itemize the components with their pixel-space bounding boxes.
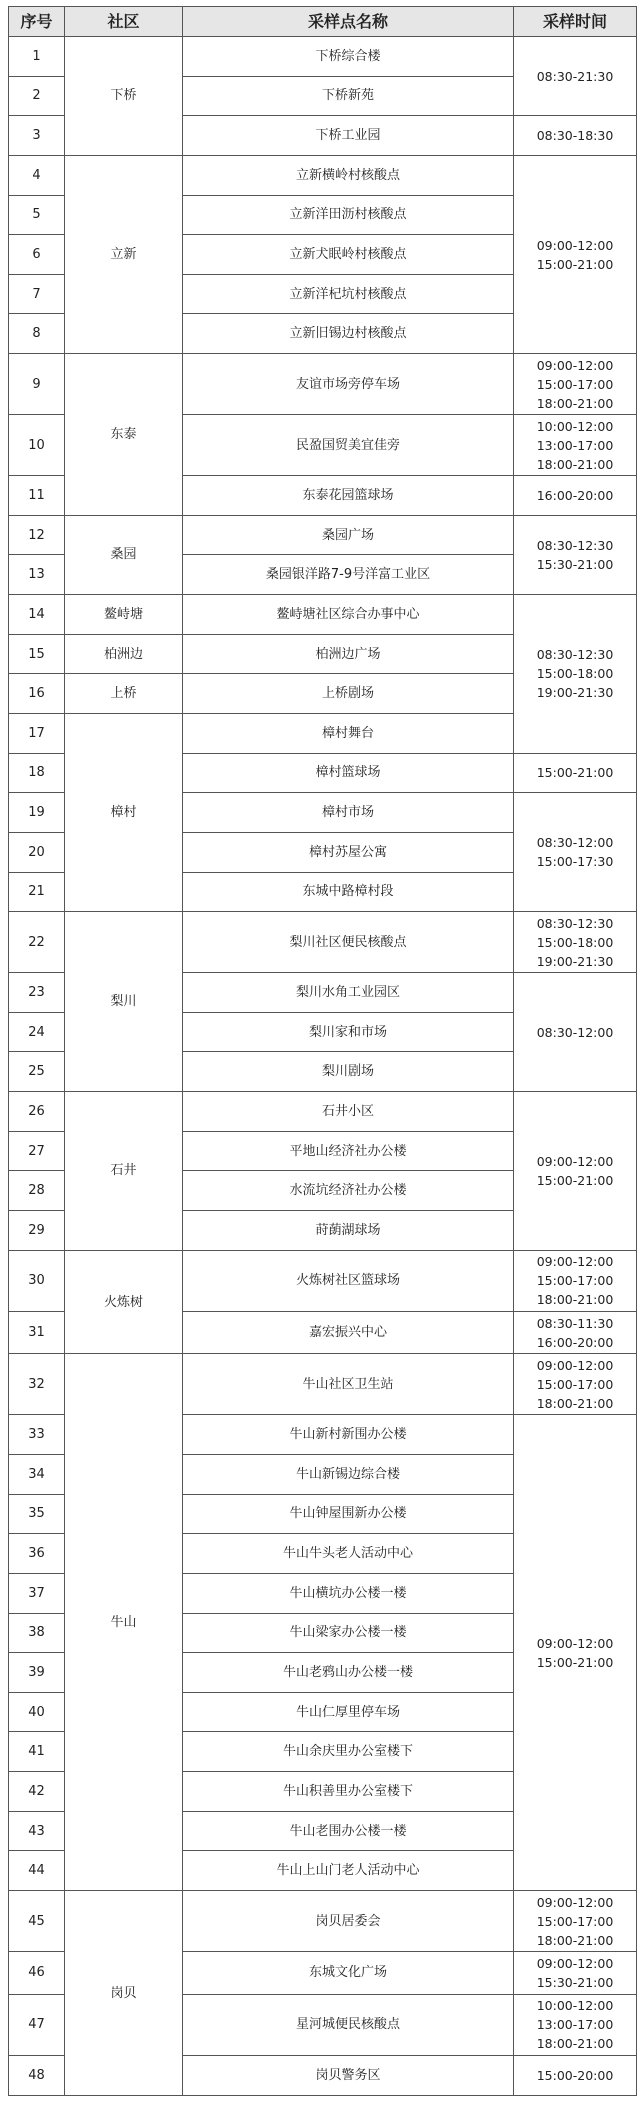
sampling-time-cell: 16:00-20:00 — [514, 476, 637, 516]
sampling-time-cell: 10:00-12:00 13:00-17:00 18:00-21:00 — [514, 415, 637, 476]
table-row — [9, 1891, 637, 1952]
row-index: 22 — [9, 912, 65, 973]
row-index: 23 — [9, 973, 65, 1013]
site-name-cell: 牛山新村新围办公楼 — [183, 1415, 514, 1455]
community-cell: 梨川 — [65, 912, 183, 1092]
site-name-cell: 柏洲边广场 — [183, 634, 514, 674]
row-index: 35 — [9, 1494, 65, 1534]
sampling-time-cell: 15:00-20:00 — [514, 2055, 637, 2095]
table-body — [9, 37, 637, 2096]
site-name-cell: 牛山老鸦山办公楼一楼 — [183, 1653, 514, 1693]
sampling-time-cell: 08:30-12:30 15:30-21:00 — [514, 515, 637, 594]
site-name-cell: 牛山钟屋围新办公楼 — [183, 1494, 514, 1534]
sampling-time-cell: 08:30-12:00 — [514, 973, 637, 1092]
table-row — [9, 354, 637, 415]
row-index: 4 — [9, 155, 65, 195]
site-name-cell: 牛山社区卫生站 — [183, 1354, 514, 1415]
site-name-cell: 梨川社区便民核酸点 — [183, 912, 514, 973]
site-name-cell: 牛山余庆里办公室楼下 — [183, 1732, 514, 1772]
community-cell: 下桥 — [65, 37, 183, 156]
site-name-cell: 下桥工业园 — [183, 116, 514, 156]
site-name-cell: 鳌峙塘社区综合办事中心 — [183, 595, 514, 635]
header-site-name: 采样点名称 — [183, 7, 514, 37]
community-cell: 牛山 — [65, 1354, 183, 1891]
community-cell: 鳌峙塘 — [65, 595, 183, 635]
community-cell: 樟村 — [65, 713, 183, 911]
row-index: 47 — [9, 1994, 65, 2055]
site-name-cell: 樟村篮球场 — [183, 753, 514, 793]
row-index: 42 — [9, 1772, 65, 1812]
site-name-cell: 上桥剧场 — [183, 674, 514, 714]
row-index: 48 — [9, 2055, 65, 2095]
sampling-time-cell: 08:30-12:30 15:00-18:00 19:00-21:30 — [514, 912, 637, 973]
row-index: 8 — [9, 314, 65, 354]
row-index: 30 — [9, 1250, 65, 1311]
sampling-time-cell: 09:00-12:00 15:00-21:00 — [514, 155, 637, 353]
site-name-cell: 牛山牛头老人活动中心 — [183, 1534, 514, 1574]
row-index: 38 — [9, 1613, 65, 1653]
community-cell: 东泰 — [65, 354, 183, 516]
sampling-sites-table — [8, 6, 637, 2096]
row-index: 45 — [9, 1891, 65, 1952]
row-index: 9 — [9, 354, 65, 415]
table-row — [9, 1354, 637, 1415]
site-name-cell: 下桥新苑 — [183, 76, 514, 116]
row-index: 20 — [9, 832, 65, 872]
sampling-time-cell: 09:00-12:00 15:30-21:00 — [514, 1952, 637, 1995]
table-row — [9, 1092, 637, 1132]
community-cell: 立新 — [65, 155, 183, 353]
table-row — [9, 155, 637, 195]
row-index: 31 — [9, 1311, 65, 1354]
site-name-cell: 立新犬眠岭村核酸点 — [183, 235, 514, 275]
site-name-cell: 友谊市场旁停车场 — [183, 354, 514, 415]
site-name-cell: 梨川水角工业园区 — [183, 973, 514, 1013]
row-index: 6 — [9, 235, 65, 275]
site-name-cell: 岗贝居委会 — [183, 1891, 514, 1952]
table-row — [9, 37, 637, 77]
site-name-cell: 樟村苏屋公寓 — [183, 832, 514, 872]
row-index: 14 — [9, 595, 65, 635]
site-name-cell: 立新洋田沥村核酸点 — [183, 195, 514, 235]
sampling-time-cell: 08:30-11:30 16:00-20:00 — [514, 1311, 637, 1354]
row-index: 12 — [9, 515, 65, 555]
sampling-time-cell: 09:00-12:00 15:00-21:00 — [514, 1092, 637, 1251]
site-name-cell: 牛山积善里办公室楼下 — [183, 1772, 514, 1812]
row-index: 25 — [9, 1052, 65, 1092]
site-name-cell: 水流坑经济社办公楼 — [183, 1171, 514, 1211]
site-name-cell: 牛山梁家办公楼一楼 — [183, 1613, 514, 1653]
community-cell: 桑园 — [65, 515, 183, 594]
site-name-cell: 东泰花园篮球场 — [183, 476, 514, 516]
site-name-cell: 东城中路樟村段 — [183, 872, 514, 912]
row-index: 3 — [9, 116, 65, 156]
table-row — [9, 515, 637, 555]
sampling-time-cell: 09:00-12:00 15:00-21:00 — [514, 1415, 637, 1891]
row-index: 15 — [9, 634, 65, 674]
row-index: 27 — [9, 1131, 65, 1171]
sampling-time-cell: 08:30-18:30 — [514, 116, 637, 156]
site-name-cell: 石井小区 — [183, 1092, 514, 1132]
row-index: 28 — [9, 1171, 65, 1211]
site-name-cell: 火炼树社区篮球场 — [183, 1250, 514, 1311]
community-cell: 上桥 — [65, 674, 183, 714]
site-name-cell: 岗贝警务区 — [183, 2055, 514, 2095]
site-name-cell: 立新旧锡边村核酸点 — [183, 314, 514, 354]
row-index: 36 — [9, 1534, 65, 1574]
sampling-time-cell: 09:00-12:00 15:00-17:00 18:00-21:00 — [514, 1250, 637, 1311]
sampling-time-cell: 09:00-12:00 15:00-17:00 18:00-21:00 — [514, 354, 637, 415]
table-row — [9, 595, 637, 635]
site-name-cell: 东城文化广场 — [183, 1952, 514, 1995]
row-index: 11 — [9, 476, 65, 516]
community-cell: 火炼树 — [65, 1250, 183, 1354]
site-name-cell: 嘉宏振兴中心 — [183, 1311, 514, 1354]
row-index: 44 — [9, 1851, 65, 1891]
site-name-cell: 梨川剧场 — [183, 1052, 514, 1092]
site-name-cell: 桑园广场 — [183, 515, 514, 555]
row-index: 18 — [9, 753, 65, 793]
sampling-time-cell: 08:30-12:00 15:00-17:30 — [514, 793, 637, 912]
site-name-cell: 牛山新锡边综合楼 — [183, 1455, 514, 1495]
community-cell: 柏洲边 — [65, 634, 183, 674]
community-cell: 岗贝 — [65, 1891, 183, 2096]
site-name-cell: 牛山横坑办公楼一楼 — [183, 1573, 514, 1613]
row-index: 19 — [9, 793, 65, 833]
row-index: 34 — [9, 1455, 65, 1495]
row-index: 17 — [9, 713, 65, 753]
row-index: 29 — [9, 1211, 65, 1251]
site-name-cell: 平地山经济社办公楼 — [183, 1131, 514, 1171]
sampling-time-cell: 08:30-12:30 15:00-18:00 19:00-21:30 — [514, 595, 637, 754]
sampling-time-cell: 09:00-12:00 15:00-17:00 18:00-21:00 — [514, 1891, 637, 1952]
row-index: 24 — [9, 1012, 65, 1052]
row-index: 16 — [9, 674, 65, 714]
site-name-cell: 下桥综合楼 — [183, 37, 514, 77]
row-index: 2 — [9, 76, 65, 116]
site-name-cell: 立新横岭村核酸点 — [183, 155, 514, 195]
site-name-cell: 樟村市场 — [183, 793, 514, 833]
header-community: 社区 — [65, 7, 183, 37]
row-index: 43 — [9, 1811, 65, 1851]
site-name-cell: 民盈国贸美宜佳旁 — [183, 415, 514, 476]
row-index: 41 — [9, 1732, 65, 1772]
row-index: 26 — [9, 1092, 65, 1132]
site-name-cell: 牛山老围办公楼一楼 — [183, 1811, 514, 1851]
row-index: 13 — [9, 555, 65, 595]
site-name-cell: 梨川家和市场 — [183, 1012, 514, 1052]
row-index: 33 — [9, 1415, 65, 1455]
sampling-time-cell: 08:30-21:30 — [514, 37, 637, 116]
row-index: 1 — [9, 37, 65, 77]
site-name-cell: 立新洋杞坑村核酸点 — [183, 274, 514, 314]
row-index: 39 — [9, 1653, 65, 1693]
site-name-cell: 桑园银洋路7-9号洋富工业区 — [183, 555, 514, 595]
row-index: 40 — [9, 1692, 65, 1732]
row-index: 32 — [9, 1354, 65, 1415]
site-name-cell: 莳蓢湖球场 — [183, 1211, 514, 1251]
header-index: 序号 — [9, 7, 65, 37]
table-row — [9, 912, 637, 973]
header-sampling-time: 采样时间 — [514, 7, 637, 37]
table-header-row — [9, 7, 637, 37]
sampling-time-cell: 09:00-12:00 15:00-17:00 18:00-21:00 — [514, 1354, 637, 1415]
row-index: 10 — [9, 415, 65, 476]
row-index: 5 — [9, 195, 65, 235]
row-index: 46 — [9, 1952, 65, 1995]
sampling-time-cell: 10:00-12:00 13:00-17:00 18:00-21:00 — [514, 1994, 637, 2055]
row-index: 7 — [9, 274, 65, 314]
sampling-time-cell: 15:00-21:00 — [514, 753, 637, 793]
site-name-cell: 樟村舞台 — [183, 713, 514, 753]
row-index: 21 — [9, 872, 65, 912]
row-index: 37 — [9, 1573, 65, 1613]
site-name-cell: 星河城便民核酸点 — [183, 1994, 514, 2055]
site-name-cell: 牛山仁厚里停车场 — [183, 1692, 514, 1732]
community-cell: 石井 — [65, 1092, 183, 1251]
table-row — [9, 1250, 637, 1311]
site-name-cell: 牛山上山门老人活动中心 — [183, 1851, 514, 1891]
